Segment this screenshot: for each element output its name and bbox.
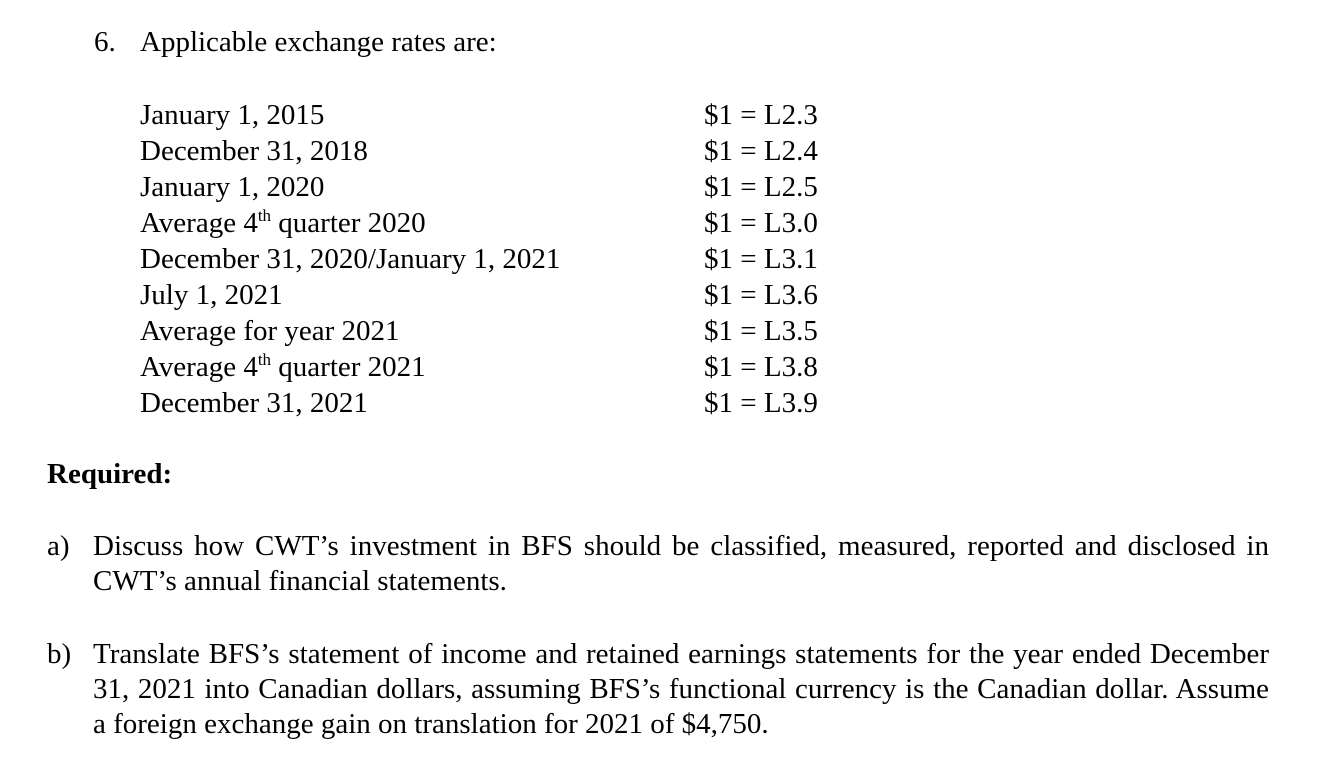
rate-value: $1 = L3.1 (704, 243, 818, 275)
rate-date-prefix: Average 4 (140, 351, 258, 383)
exchange-rates-list (140, 97, 840, 421)
question-text: Discuss how CWT’s investment in BFS should be classified, measured, reported and disclosed in CWT’s annual financial statements. (93, 530, 1269, 597)
ordinal-suffix: th (257, 206, 272, 225)
rate-row (140, 349, 840, 385)
rate-row (140, 241, 840, 277)
ordinal-suffix: th (257, 350, 272, 369)
rate-row (140, 385, 840, 421)
rate-date-suffix: quarter 2021 (271, 351, 426, 383)
rate-row (140, 169, 840, 205)
rate-date: December 31, 2020/January 1, 2021 (140, 243, 561, 275)
rate-value: $1 = L2.4 (704, 135, 818, 167)
item-heading (94, 24, 497, 60)
rate-value: $1 = L3.0 (704, 207, 818, 239)
question-b (47, 637, 1269, 742)
item-number: 6. (94, 26, 116, 58)
rate-row (140, 97, 840, 133)
rate-value: $1 = L3.8 (704, 351, 818, 383)
question-text: Translate BFS’s statement of income and retained earnings statements for the year ended December 31, 2021 into Canadian dollars, assuming BFS’s functional currency is the Canadian dollar. Assume a foreign exchange gain on translation for 2021 of $4,750. (93, 638, 1269, 740)
question-letter: b) (47, 638, 72, 670)
required-heading: Required: (47, 458, 173, 490)
rate-row (140, 313, 840, 349)
rate-value: $1 = L3.9 (704, 387, 818, 419)
rate-date (140, 205, 426, 241)
rate-date: January 1, 2020 (140, 171, 325, 203)
question-a (47, 529, 1269, 599)
rate-date-suffix: quarter 2020 (271, 207, 426, 239)
rate-row (140, 133, 840, 169)
item-heading-text: Applicable exchange rates are: (140, 26, 497, 58)
rate-date: July 1, 2021 (140, 279, 283, 311)
rate-value: $1 = L2.5 (704, 171, 818, 203)
rate-row (140, 205, 840, 241)
rate-value: $1 = L2.3 (704, 99, 818, 131)
rate-date: January 1, 2015 (140, 99, 325, 131)
question-letter: a) (47, 530, 70, 562)
rate-value: $1 = L3.5 (704, 315, 818, 347)
rate-date: December 31, 2021 (140, 387, 368, 419)
rate-date-prefix: Average 4 (140, 207, 258, 239)
rate-value: $1 = L3.6 (704, 279, 818, 311)
rate-date: Average for year 2021 (140, 315, 400, 347)
rate-row (140, 277, 840, 313)
rate-date: December 31, 2018 (140, 135, 368, 167)
rate-date (140, 349, 426, 385)
